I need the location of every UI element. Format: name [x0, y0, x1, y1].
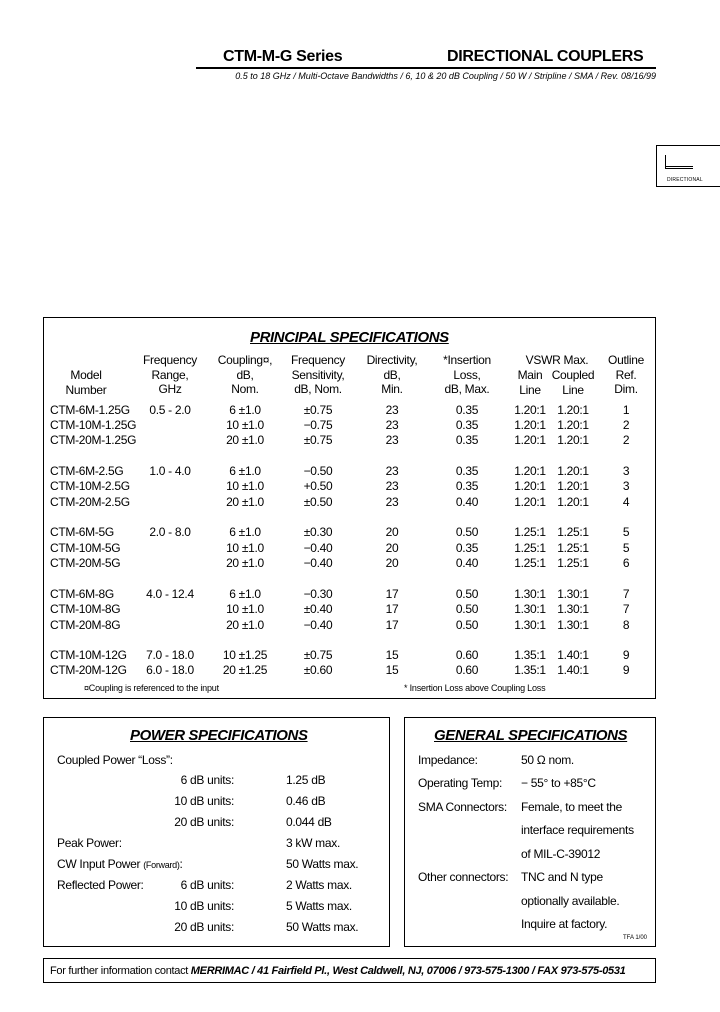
cell-dir: 17: [385, 587, 399, 601]
cell-main: 1.20:1: [514, 418, 546, 432]
cell-sens: ±0.50: [303, 495, 333, 509]
cell-coupled: 1.25:1: [557, 541, 589, 555]
cell-coupled: 1.30:1: [557, 587, 589, 601]
cell-outline: 8: [622, 618, 630, 632]
sma-connectors-line-2: interface requirements: [521, 823, 634, 837]
subtitle: 0.5 to 18 GHz / Multi-Octave Bandwidths / 6, 10 & 20 dB Coupling / 50 W / Stripline / SMA / Rev. 08/16/99: [235, 71, 656, 81]
cell-model: CTM-20M-5G: [50, 556, 121, 570]
header-frequency: Frequency Range, GHz: [143, 353, 197, 396]
cell-coupled: 1.40:1: [557, 648, 589, 662]
header-vswr: VSWR Max.: [525, 353, 589, 367]
cell-outline: 2: [622, 433, 630, 447]
cell-freq: 7.0 - 18.0: [146, 648, 194, 662]
cell-outline: 5: [622, 525, 630, 539]
general-title: GENERAL SPECIFICATIONS: [434, 727, 628, 744]
cell-coupled: 1.20:1: [557, 479, 589, 493]
cell-dir: 23: [385, 433, 399, 447]
cell-model: CTM-6M-8G: [50, 587, 114, 601]
coupling-note: ¤Coupling is referenced to the input: [84, 683, 219, 693]
cell-main: 1.20:1: [514, 495, 546, 509]
cell-sens: −0.75: [303, 418, 333, 432]
cell-coupling: 20 ±1.0: [226, 495, 264, 509]
cell-coupling: 10 ±1.25: [222, 648, 268, 662]
cell-outline: 9: [622, 648, 630, 662]
cell-dir: 20: [385, 541, 399, 555]
cell-freq: 1.0 - 4.0: [149, 464, 191, 478]
sma-connectors-line-1: Female, to meet the: [521, 800, 623, 814]
reflected-power-label: Reflected Power:: [57, 878, 144, 892]
impedance-value: 50 Ω nom.: [521, 753, 574, 767]
cell-model: CTM-20M-12G: [50, 663, 127, 677]
cell-coupling: 6 ±1.0: [229, 587, 261, 601]
coupler-line-icon: [665, 166, 693, 167]
cell-dir: 23: [385, 479, 399, 493]
cell-outline: 9: [622, 663, 630, 677]
cell-model: CTM-10M-1.25G: [50, 418, 137, 432]
loss-20db-label: 20 dB units:: [174, 815, 234, 829]
cell-main: 1.35:1: [514, 663, 546, 677]
cell-coupled: 1.25:1: [557, 556, 589, 570]
operating-temp-value: − 55° to +85°C: [521, 776, 596, 790]
header-main-line: Main Line: [517, 368, 543, 397]
cell-outline: 3: [622, 464, 630, 478]
other-connectors-line-2: optionally available.: [521, 894, 620, 908]
insertion-loss-note: * Insertion Loss above Coupling Loss: [404, 683, 546, 693]
cell-model: CTM-20M-2.5G: [50, 495, 130, 509]
category-title: DIRECTIONAL COUPLERS: [447, 48, 644, 65]
cell-sens: −0.40: [303, 618, 333, 632]
loss-20db-value: 0.044 dB: [286, 815, 332, 829]
sma-connectors-line-3: of MIL-C-39012: [521, 847, 601, 861]
operating-temp-label: Operating Temp:: [418, 776, 502, 790]
cell-coupled: 1.30:1: [557, 618, 589, 632]
sma-connectors-label: SMA Connectors:: [418, 800, 507, 814]
cell-coupling: 6 ±1.0: [229, 525, 261, 539]
cell-sens: ±0.60: [303, 663, 333, 677]
cell-dir: 15: [385, 648, 399, 662]
cell-sens: ±0.75: [303, 648, 333, 662]
cell-dir: 23: [385, 464, 399, 478]
loss-10db-value: 0.46 dB: [286, 794, 326, 808]
cell-coupling: 10 ±1.0: [226, 418, 264, 432]
cell-dir: 23: [385, 418, 399, 432]
coupled-power-loss-label: Coupled Power “Loss”:: [57, 753, 173, 767]
cell-sens: +0.50: [303, 479, 333, 493]
reflected-6db-value: 2 Watts max.: [286, 878, 352, 892]
cell-coupling: 10 ±1.0: [226, 602, 264, 616]
cell-main: 1.30:1: [514, 587, 546, 601]
reflected-10db-value: 5 Watts max.: [286, 899, 352, 913]
cell-model: CTM-6M-5G: [50, 525, 114, 539]
cell-main: 1.20:1: [514, 403, 546, 417]
cell-outline: 7: [622, 602, 630, 616]
other-connectors-label: Other connectors:: [418, 870, 509, 884]
power-title: POWER SPECIFICATIONS: [130, 727, 308, 744]
cell-coupling: 20 ±1.25: [222, 663, 268, 677]
cell-coupling: 6 ±1.0: [229, 403, 261, 417]
cell-model: CTM-20M-1.25G: [50, 433, 137, 447]
cell-coupling: 10 ±1.0: [226, 541, 264, 555]
cw-input-power-value: 50 Watts max.: [286, 857, 359, 871]
series-title: CTM-M-G Series: [223, 48, 343, 65]
peak-power-label: Peak Power:: [57, 836, 122, 850]
cell-sens: ±0.75: [303, 403, 333, 417]
cell-loss: 0.35: [455, 464, 479, 478]
cell-main: 1.20:1: [514, 433, 546, 447]
cell-model: CTM-20M-8G: [50, 618, 121, 632]
cell-outline: 3: [622, 479, 630, 493]
cell-coupled: 1.40:1: [557, 663, 589, 677]
cell-sens: −0.40: [303, 556, 333, 570]
header-outline: Outline Ref. Dim.: [608, 353, 644, 396]
cell-coupling: 20 ±1.0: [226, 433, 264, 447]
cell-coupling: 10 ±1.0: [226, 479, 264, 493]
cell-main: 1.30:1: [514, 602, 546, 616]
cell-outline: 6: [622, 556, 630, 570]
cell-main: 1.35:1: [514, 648, 546, 662]
header-directivity: Directivity, dB, Min.: [366, 353, 418, 396]
header-insertion-loss: *Insertion Loss, dB, Max.: [443, 353, 491, 396]
cell-coupled: 1.25:1: [557, 525, 589, 539]
header-coupled-line: Coupled Line: [551, 368, 595, 397]
cell-main: 1.25:1: [514, 525, 546, 539]
cell-model: CTM-10M-12G: [50, 648, 127, 662]
cell-sens: −0.30: [303, 587, 333, 601]
cell-dir: 15: [385, 663, 399, 677]
document-code: TFA 1/00: [623, 935, 648, 941]
cell-loss: 0.35: [455, 541, 479, 555]
reflected-20db-label: 20 dB units:: [174, 920, 234, 934]
cell-loss: 0.50: [455, 525, 479, 539]
cell-main: 1.25:1: [514, 541, 546, 555]
principal-specifications-box: [43, 317, 656, 699]
cell-coupling: 20 ±1.0: [226, 618, 264, 632]
cell-main: 1.20:1: [514, 479, 546, 493]
cell-sens: ±0.75: [303, 433, 333, 447]
cell-outline: 4: [622, 495, 630, 509]
header-coupling: Coupling¤, dB, Nom.: [217, 353, 273, 396]
cell-outline: 2: [622, 418, 630, 432]
loss-6db-value: 1.25 dB: [286, 773, 326, 787]
header-rule: [196, 67, 656, 69]
cell-loss: 0.35: [455, 479, 479, 493]
peak-power-value: 3 kW max.: [286, 836, 340, 850]
cell-main: 1.25:1: [514, 556, 546, 570]
cell-sens: ±0.30: [303, 525, 333, 539]
cell-loss: 0.50: [455, 618, 479, 632]
cell-model: CTM-10M-8G: [50, 602, 121, 616]
reflected-10db-label: 10 dB units:: [174, 899, 234, 913]
cell-dir: 20: [385, 556, 399, 570]
cell-freq: 4.0 - 12.4: [146, 587, 194, 601]
cell-loss: 0.50: [455, 602, 479, 616]
header-model: Model Number: [65, 368, 107, 397]
cell-freq: 2.0 - 8.0: [149, 525, 191, 539]
cell-model: CTM-10M-2.5G: [50, 479, 130, 493]
cell-coupled: 1.30:1: [557, 602, 589, 616]
loss-10db-label: 10 dB units:: [174, 794, 234, 808]
contact-details: MERRIMAC / 41 Fairfield Pl., West Caldwell, NJ, 07006 / 973-575-1300 / FAX 973-575-0531: [190, 965, 626, 977]
cell-loss: 0.50: [455, 587, 479, 601]
cell-dir: 23: [385, 495, 399, 509]
cell-loss: 0.40: [455, 556, 479, 570]
principal-title: PRINCIPAL SPECIFICATIONS: [250, 329, 449, 346]
cell-coupling: 6 ±1.0: [229, 464, 261, 478]
cell-loss: 0.40: [455, 495, 479, 509]
cell-coupled: 1.20:1: [557, 403, 589, 417]
contact-footer: [43, 958, 656, 983]
reflected-6db-label: 6 dB units:: [180, 878, 234, 892]
cell-loss: 0.35: [455, 418, 479, 432]
cell-dir: 17: [385, 618, 399, 632]
general-specifications-box: [404, 717, 656, 947]
cell-model: CTM-6M-1.25G: [50, 403, 130, 417]
cell-loss: 0.35: [455, 433, 479, 447]
cell-coupled: 1.20:1: [557, 464, 589, 478]
cell-coupled: 1.20:1: [557, 495, 589, 509]
cell-loss: 0.60: [455, 663, 479, 677]
impedance-label: Impedance:: [418, 753, 478, 767]
reflected-20db-value: 50 Watts max.: [286, 920, 359, 934]
cell-model: CTM-6M-2.5G: [50, 464, 124, 478]
other-connectors-line-3: Inquire at factory.: [521, 917, 608, 931]
cell-freq: 6.0 - 18.0: [146, 663, 194, 677]
cell-loss: 0.35: [455, 403, 479, 417]
side-tab-label: DIRECTIONAL: [667, 177, 703, 183]
cell-dir: 23: [385, 403, 399, 417]
cell-coupling: 20 ±1.0: [226, 556, 264, 570]
cell-main: 1.20:1: [514, 464, 546, 478]
cell-dir: 20: [385, 525, 399, 539]
cell-sens: −0.40: [303, 541, 333, 555]
cw-input-power-label: CW Input Power (Forward):: [57, 857, 183, 871]
contact-text: For further information contact MERRIMAC / 41 Fairfield Pl., West Caldwell, NJ, 07006 / 973-575-1300 / FAX 973-575-0531: [50, 965, 626, 977]
cell-dir: 17: [385, 602, 399, 616]
cell-loss: 0.60: [455, 648, 479, 662]
cell-model: CTM-10M-5G: [50, 541, 121, 555]
other-connectors-line-1: TNC and N type: [521, 870, 603, 884]
cell-outline: 7: [622, 587, 630, 601]
cell-outline: 5: [622, 541, 630, 555]
loss-6db-label: 6 dB units:: [180, 773, 234, 787]
cell-coupled: 1.20:1: [557, 418, 589, 432]
power-specifications-box: [43, 717, 390, 947]
header-sensitivity: Frequency Sensitivity, dB, Nom.: [291, 353, 345, 396]
side-tab: [656, 145, 720, 187]
cell-sens: ±0.40: [303, 602, 333, 616]
cell-coupled: 1.20:1: [557, 433, 589, 447]
cell-sens: −0.50: [303, 464, 333, 478]
cell-outline: 1: [622, 403, 630, 417]
cell-freq: 0.5 - 2.0: [149, 403, 191, 417]
cell-main: 1.30:1: [514, 618, 546, 632]
